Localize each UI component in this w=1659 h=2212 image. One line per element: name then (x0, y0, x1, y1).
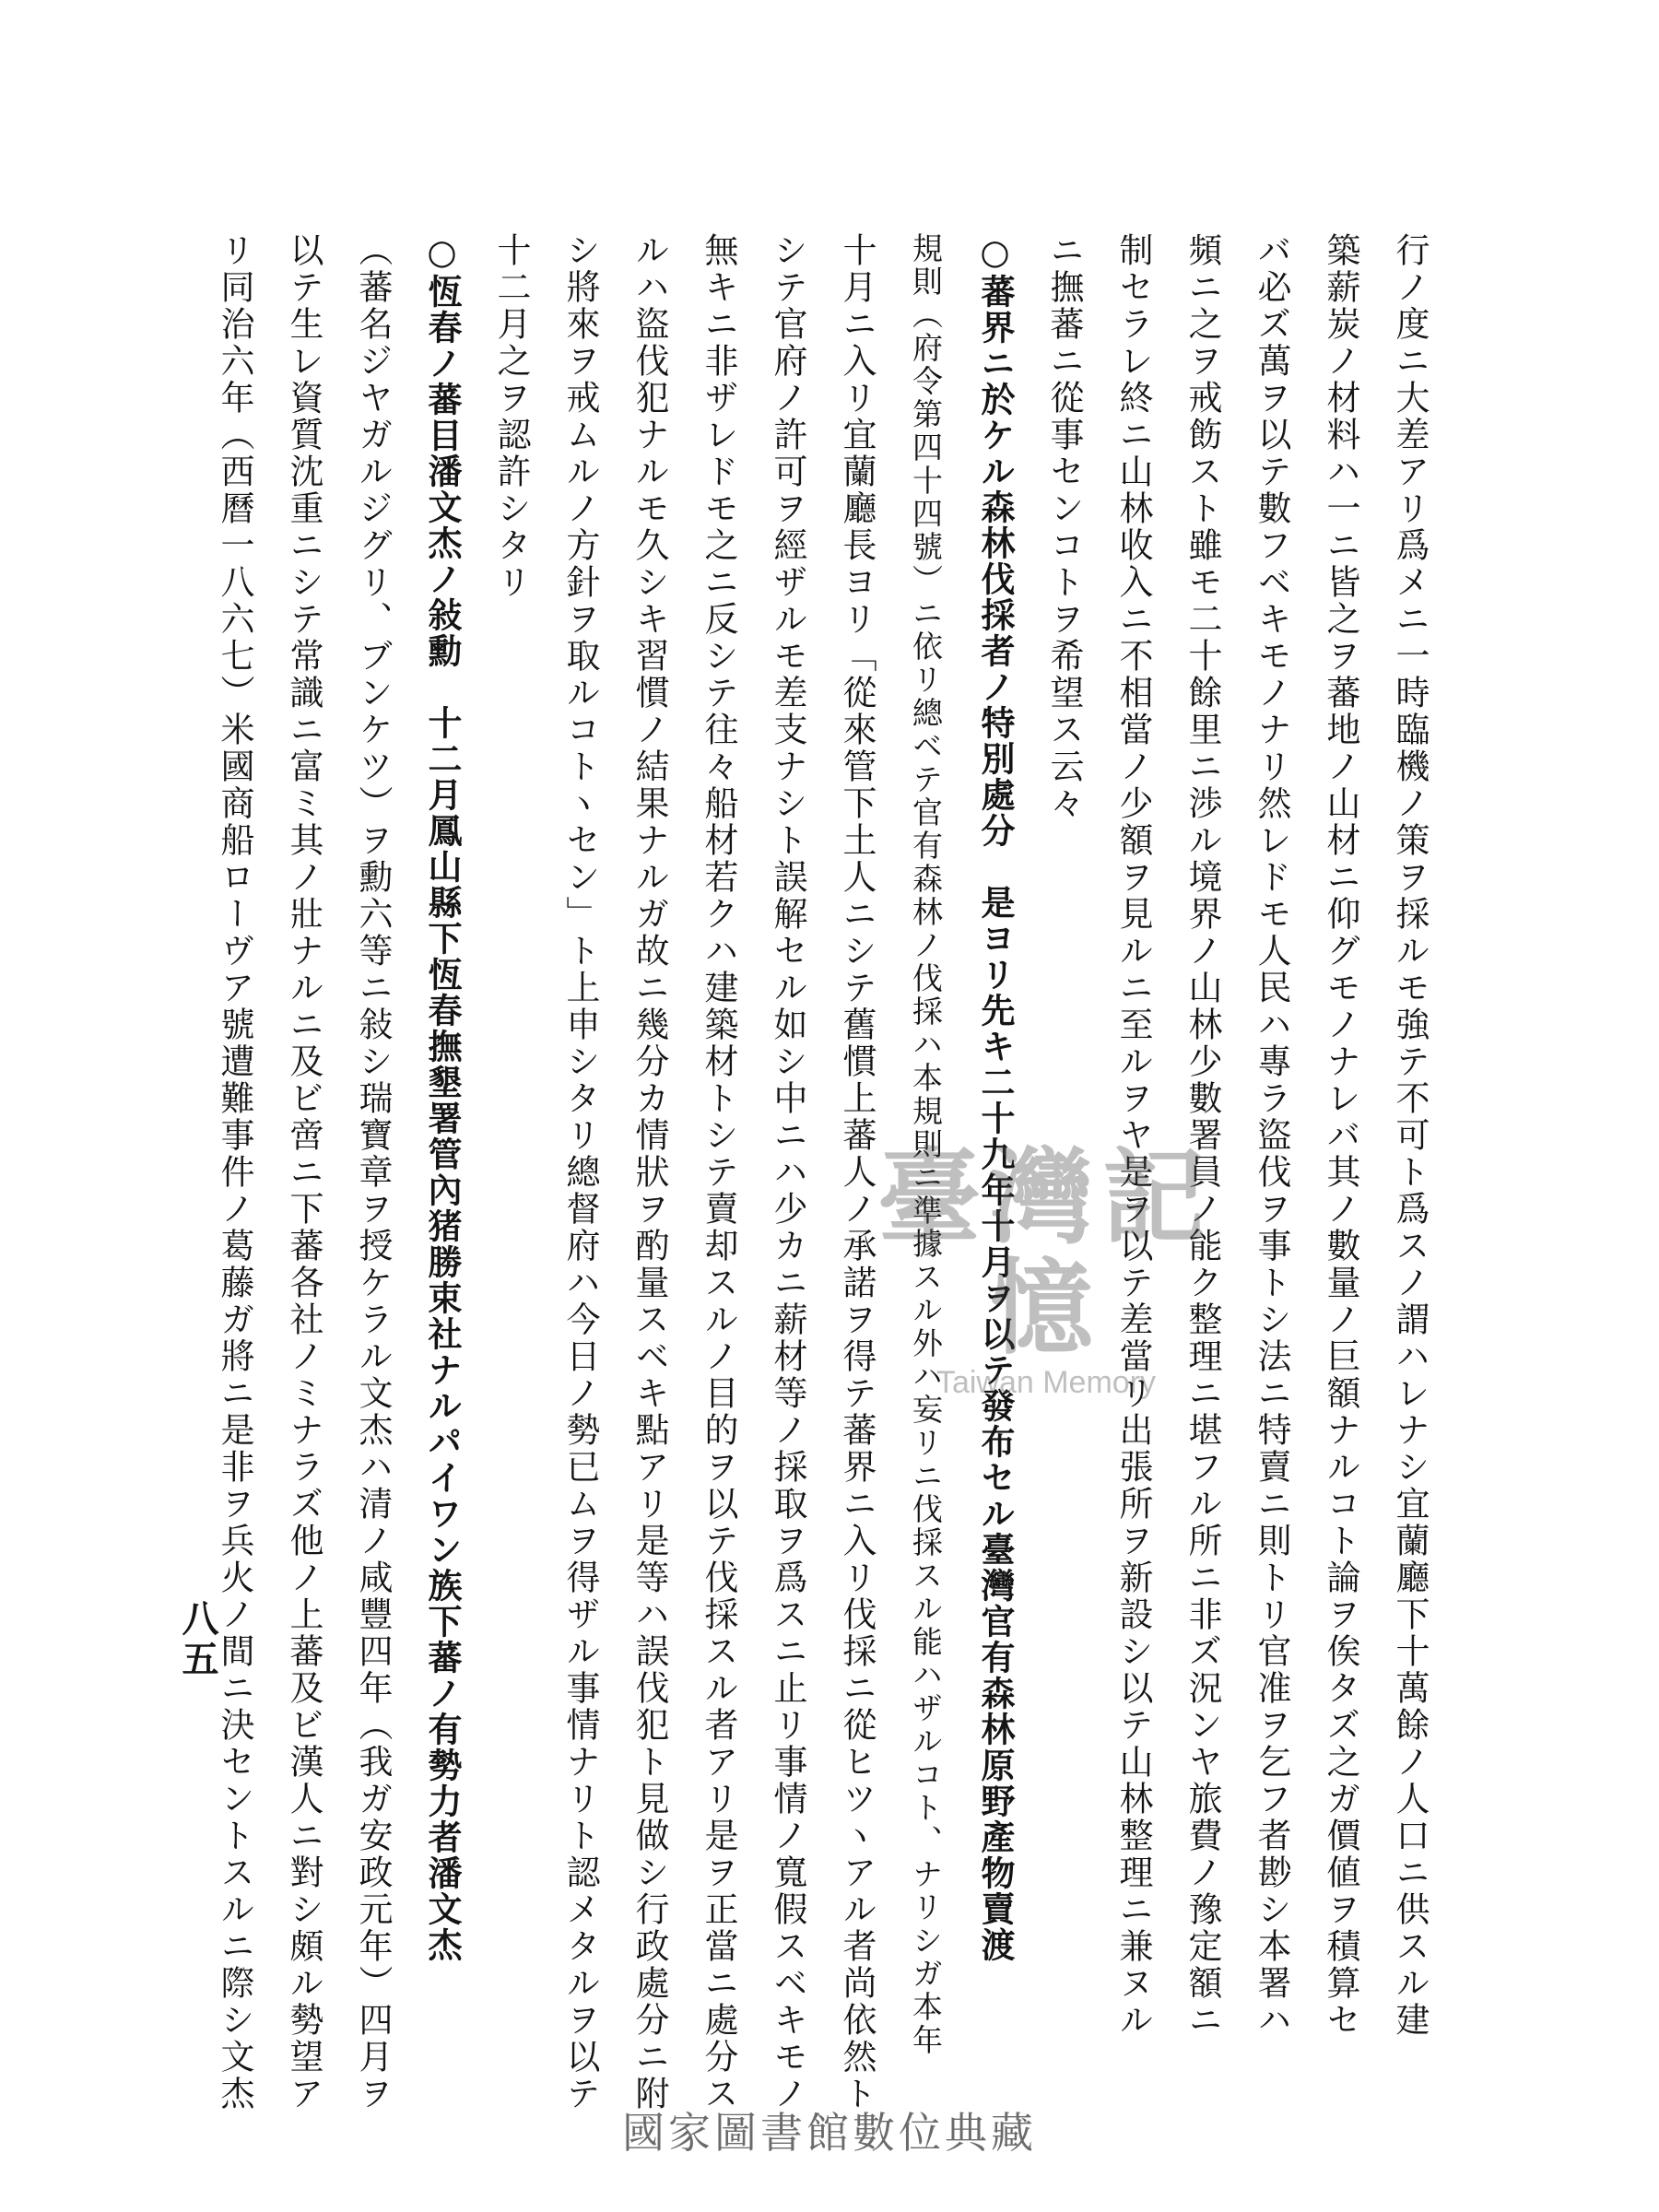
text-line: 以テ生レ資質沈重ニシテ常識ニ富ミ其ノ壯ナルニ及ビ啻ニ下蕃各社ノミナラズ他ノ上蕃及ビ漢人ニ對シ頗ル勢望ア (284, 232, 324, 2112)
watermark-sub: Taiwan Memory (935, 1365, 1157, 1400)
text-line: バ必ズ萬ヲ以テ數フベキモノナリ然レドモ人民ハ專ラ盜伐ヲ事トシ法ニ特賣ニ則トリ官准ヲ乞フ者尠シ本署ハ (1252, 232, 1291, 2039)
page-number: 八五 (176, 1599, 219, 1680)
text-line: 頻ニ之ヲ戒飭スト雖モ二十餘里ニ渉ル境界ノ山林少數署員ノ能ク整理ニ堪フル所ニ非ズ況ンヤ旅費ノ豫定額ニ (1182, 232, 1222, 2039)
watermark (825, 1138, 1267, 1400)
text-line: シ將來ヲ戒ムルノ方針ヲ取ルコトヽセン」ト上申シタリ總督府ハ今日ノ勢已ムヲ得ザル事情ナリト認メタルヲ以テ (560, 232, 600, 2112)
text-line: 制セラレ終ニ山林收入ニ不相當ノ少額ヲ見ルニ至ルヲヤ是ヲ以テ差當リ出張所ヲ新設シ以テ山林整理ニ兼ヌル (1113, 232, 1153, 2039)
section-heading-decoration: ○恆春ノ蕃目潘文杰ノ敍勳 十二月鳳山縣下恆春撫墾署管內猪勝束社ナルパイワン族下蕃ノ有勢力者潘文杰 (422, 232, 462, 1963)
text-line: 無キニ非ザレドモ之ニ反シテ往々船材若クハ建築材トシテ賣却スルノ目的ヲ以テ伐採スル者アリ是ヲ正當ニ處分ス (699, 232, 738, 2112)
text-line: シテ官府ノ許可ヲ經ザルモ差支ナシト誤解セル如シ中ニハ少カニ薪材等ノ採取ヲ爲スニ止リ事情ノ寬假スベキモノ (768, 232, 807, 2112)
footer-credit: 國家圖書館數位典藏 (622, 2108, 1037, 2158)
text-line: リ同治六年（西曆一八六七）米國商船ローヴア號遭難事件ノ葛藤ガ將ニ是非ヲ兵火ノ間ニ決セントスルニ際シ文杰 (215, 232, 254, 2112)
text-line: 規則（府令第四十四號）ニ依リ總ベテ官有森林ノ伐採ハ本規則ニ準據スル外ハ妄リニ伐採スル能ハザルコト、ナリシガ本年 (908, 232, 944, 2057)
body-text (200, 232, 1444, 2112)
text-line: 十月ニ入リ宜蘭廳長ヨリ「從來管下土人ニシテ舊慣上蕃人ノ承諾ヲ得テ蕃界ニ入リ伐採ニ從ヒツヽアル者尚依然ト (837, 232, 877, 2112)
text-line: 行ノ度ニ大差アリ爲メニ一時臨機ノ策ヲ採ルモ強テ不可ト爲スノ謂ハレナシ宜蘭廳下十萬餘ノ人口ニ供スル建 (1390, 232, 1430, 2039)
section-heading-forest: ○蕃界ニ於ケル森林伐採者ノ特別處分 是ヨリ先キ二十九年十月ヲ以テ發布セル臺灣官有森林原野產物賣渡 (975, 232, 1015, 1963)
text-line: 築薪炭ノ材料ハ一ニ皆之ヲ蕃地ノ山材ニ仰グモノナレバ其ノ數量ノ巨額ナルコト論ヲ俟タズ之ガ價値ヲ積算セ (1321, 232, 1360, 2039)
text-line: 十二月之ヲ認許シタリ (491, 232, 531, 601)
text-line: （蕃名ジヤガルジグリ、ブンケツ）ヲ勳六等ニ敍シ瑞寶章ヲ授ケラル文杰ハ清ノ咸豐四年（我ガ安政元年）四月ヲ (353, 232, 393, 2112)
text-line: ニ撫蕃ニ從事センコトヲ希望ス云々 (1044, 232, 1084, 822)
watermark-main: 臺灣記憶 (877, 1138, 1215, 1369)
text-line: ルハ盜伐犯ナルモ久シキ習慣ノ結果ナルガ故ニ幾分カ情狀ヲ酌量スベキ點アリ是等ハ誤伐犯ト見做シ行政處分ニ附 (629, 232, 669, 2112)
